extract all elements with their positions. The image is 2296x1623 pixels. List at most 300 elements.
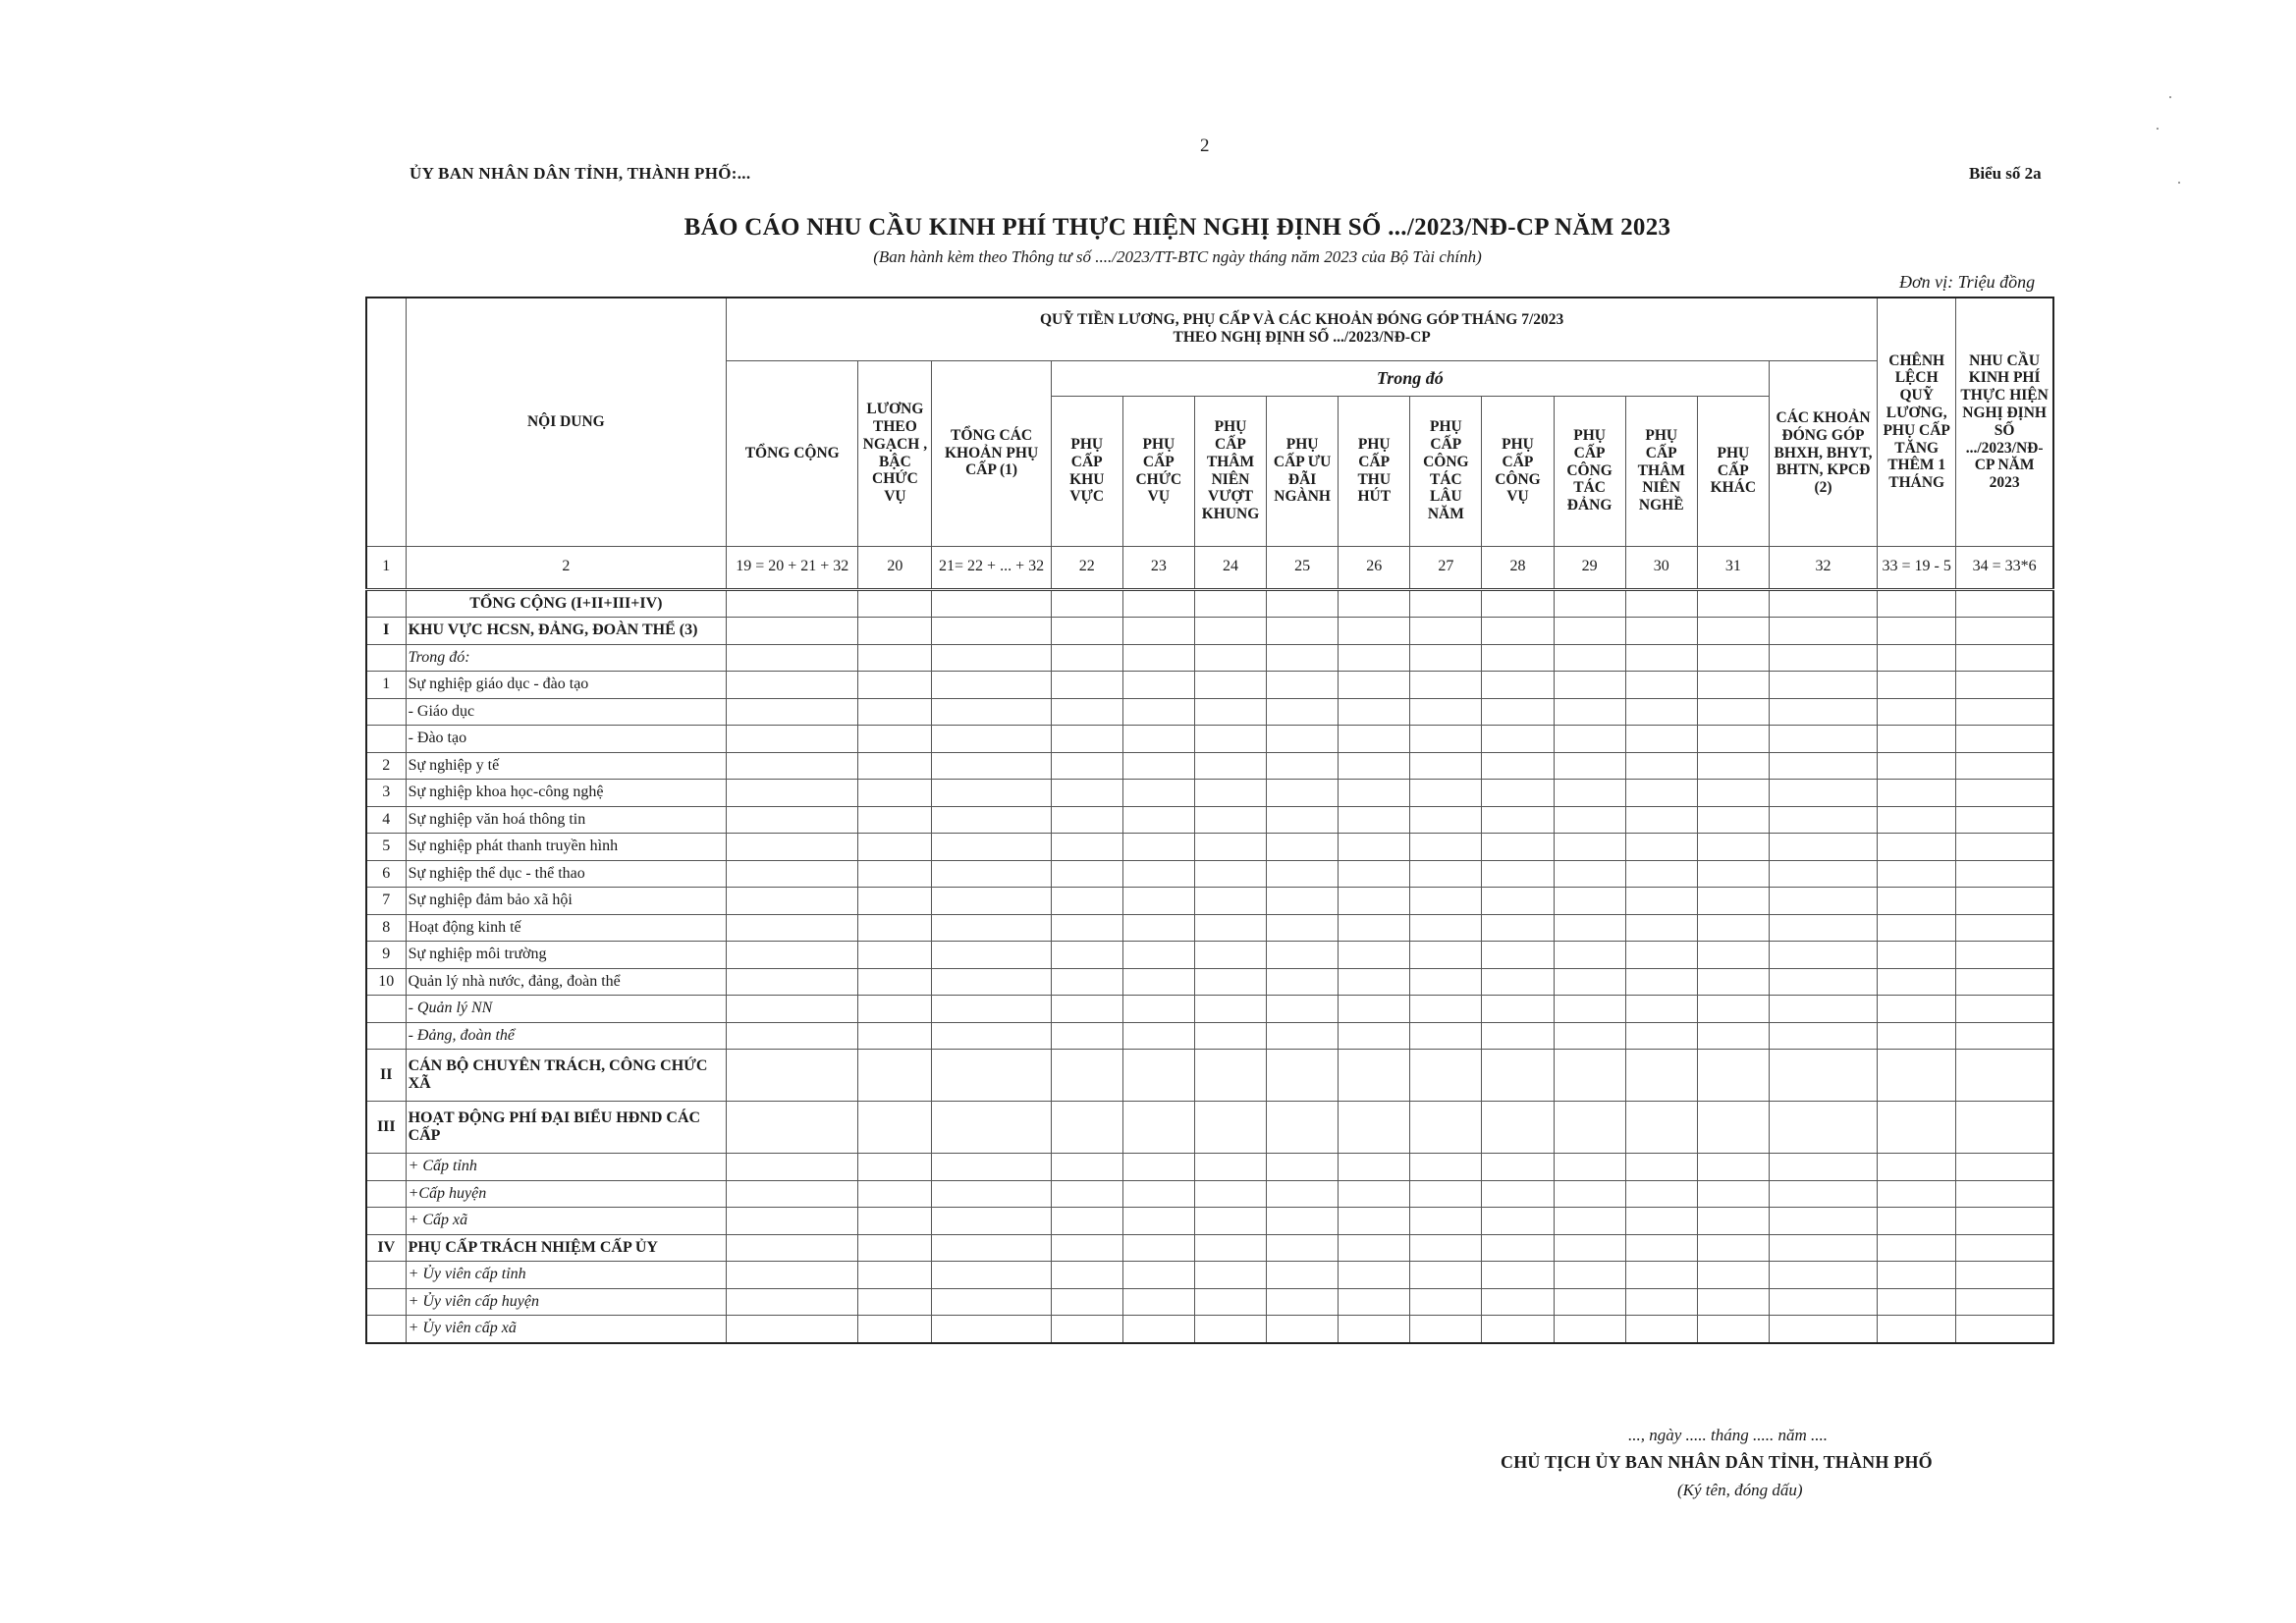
data-cell <box>1194 834 1266 861</box>
column-number: 24 <box>1194 546 1266 589</box>
data-cell <box>1194 914 1266 942</box>
data-cell <box>1339 1208 1410 1235</box>
data-cell <box>1194 1288 1266 1316</box>
data-cell <box>1482 1262 1554 1289</box>
column-number: 19 = 20 + 21 + 32 <box>727 546 858 589</box>
data-cell <box>1554 942 1625 969</box>
table-row <box>366 860 2053 888</box>
data-cell <box>727 834 858 861</box>
data-cell <box>1339 834 1410 861</box>
data-cell <box>858 888 932 915</box>
data-cell <box>1625 968 1697 996</box>
row-label: +Cấp huyện <box>406 1180 727 1208</box>
data-cell <box>1482 942 1554 969</box>
data-cell <box>1878 1180 1956 1208</box>
data-cell <box>1339 942 1410 969</box>
row-label: HOẠT ĐỘNG PHÍ ĐẠI BIỂU HĐND CÁC CẤP <box>406 1102 727 1154</box>
data-cell <box>727 996 858 1023</box>
data-cell <box>858 780 932 807</box>
data-cell <box>1194 780 1266 807</box>
data-cell <box>1697 1180 1769 1208</box>
row-label: Sự nghiệp y tế <box>406 752 727 780</box>
table-row <box>366 698 2053 726</box>
data-cell <box>858 860 932 888</box>
row-label: CÁN BỘ CHUYÊN TRÁCH, CÔNG CHỨC XÃ <box>406 1050 727 1102</box>
data-cell <box>1051 996 1122 1023</box>
data-cell <box>1769 1262 1877 1289</box>
data-cell <box>1769 672 1877 699</box>
data-cell <box>1554 968 1625 996</box>
table-row <box>366 1208 2053 1235</box>
data-cell <box>1878 1316 1956 1343</box>
data-cell <box>1194 1050 1266 1102</box>
data-cell <box>1194 726 1266 753</box>
data-cell <box>1410 780 1482 807</box>
report-title: BÁO CÁO NHU CẦU KINH PHÍ THỰC HIỆN NGHỊ ĐỊNH SỐ .../2023/NĐ-CP NĂM 2023 <box>683 214 1671 241</box>
data-cell <box>1339 780 1410 807</box>
signature-title: CHỦ TỊCH ỦY BAN NHÂN DÂN TỈNH, THÀNH PHỐ <box>1501 1452 1933 1472</box>
data-cell <box>1122 860 1194 888</box>
data-cell <box>1878 996 1956 1023</box>
data-cell <box>1878 888 1956 915</box>
page-number: 2 <box>1200 135 1210 156</box>
data-cell <box>1769 968 1877 996</box>
data-cell <box>1267 968 1339 996</box>
data-cell <box>1697 806 1769 834</box>
data-cell <box>1482 1288 1554 1316</box>
data-cell <box>727 752 858 780</box>
row-label: - Giáo dục <box>406 698 727 726</box>
column-number: 30 <box>1625 546 1697 589</box>
data-cell <box>1697 780 1769 807</box>
data-cell <box>1482 1050 1554 1102</box>
data-cell <box>858 752 932 780</box>
row-index <box>366 589 406 618</box>
data-cell <box>1878 1050 1956 1102</box>
data-cell <box>1194 644 1266 672</box>
row-label: PHỤ CẤP TRÁCH NHIỆM CẤP ỦY <box>406 1234 727 1262</box>
row-index: IV <box>366 1234 406 1262</box>
header-allowance: PHỤ CẤP CÔNG TÁC ĐẢNG <box>1554 396 1625 546</box>
data-cell <box>727 1234 858 1262</box>
data-cell <box>1194 589 1266 618</box>
data-cell <box>1410 1050 1482 1102</box>
data-cell <box>858 942 932 969</box>
data-cell <box>1339 888 1410 915</box>
data-cell <box>1122 834 1194 861</box>
data-cell <box>1769 996 1877 1023</box>
data-cell <box>1769 888 1877 915</box>
data-cell <box>1267 1102 1339 1154</box>
data-cell <box>1194 672 1266 699</box>
data-cell <box>727 1288 858 1316</box>
row-index <box>366 1288 406 1316</box>
column-number: 32 <box>1769 546 1877 589</box>
data-cell <box>932 1050 1051 1102</box>
data-cell <box>1554 644 1625 672</box>
header-index-cell <box>366 298 406 546</box>
data-cell <box>1267 860 1339 888</box>
data-cell <box>1482 1102 1554 1154</box>
row-index <box>366 1208 406 1235</box>
data-cell <box>727 1262 858 1289</box>
data-cell <box>1625 914 1697 942</box>
data-cell <box>1878 914 1956 942</box>
row-index <box>366 698 406 726</box>
data-cell <box>1339 644 1410 672</box>
data-cell <box>1878 1288 1956 1316</box>
data-cell <box>1410 1180 1482 1208</box>
data-cell <box>1339 589 1410 618</box>
header-tong-phu-cap: TỔNG CÁC KHOẢN PHỤ CẤP (1) <box>932 360 1051 546</box>
data-cell <box>727 1154 858 1181</box>
data-cell <box>1878 726 1956 753</box>
table-row <box>366 1288 2053 1316</box>
data-cell <box>1956 698 2053 726</box>
data-cell <box>1878 1208 1956 1235</box>
data-cell <box>1267 1234 1339 1262</box>
data-cell <box>1122 914 1194 942</box>
data-cell <box>1051 1022 1122 1050</box>
data-cell <box>1769 644 1877 672</box>
data-cell <box>1769 1154 1877 1181</box>
data-cell <box>1482 834 1554 861</box>
data-cell <box>1769 618 1877 645</box>
row-index: 5 <box>366 834 406 861</box>
data-cell <box>1051 1316 1122 1343</box>
data-cell <box>858 698 932 726</box>
header-allowance: PHỤ CẤP ƯU ĐÃI NGÀNH <box>1267 396 1339 546</box>
data-cell <box>727 618 858 645</box>
column-number: 25 <box>1267 546 1339 589</box>
data-cell <box>1554 914 1625 942</box>
data-cell <box>1878 1154 1956 1181</box>
data-cell <box>1267 942 1339 969</box>
column-number-row <box>366 546 2053 589</box>
data-cell <box>1122 1154 1194 1181</box>
row-index <box>366 996 406 1023</box>
row-label: TỔNG CỘNG (I+II+III+IV) <box>406 589 727 618</box>
row-index <box>366 1180 406 1208</box>
data-cell <box>858 914 932 942</box>
data-cell <box>932 942 1051 969</box>
data-cell <box>858 672 932 699</box>
data-cell <box>858 644 932 672</box>
data-cell <box>1482 968 1554 996</box>
data-cell <box>1482 1180 1554 1208</box>
data-cell <box>1554 888 1625 915</box>
data-cell <box>1122 780 1194 807</box>
data-cell <box>1482 1208 1554 1235</box>
data-cell <box>858 726 932 753</box>
data-cell <box>1051 644 1122 672</box>
data-cell <box>1122 1180 1194 1208</box>
data-cell <box>1194 996 1266 1023</box>
data-cell <box>1410 698 1482 726</box>
data-cell <box>1051 806 1122 834</box>
table-row <box>366 1102 2053 1154</box>
data-cell <box>1697 1234 1769 1262</box>
data-cell <box>1878 780 1956 807</box>
data-cell <box>1697 914 1769 942</box>
data-cell <box>1956 780 2053 807</box>
data-cell <box>1267 1154 1339 1181</box>
scan-speck <box>2157 128 2159 130</box>
row-index <box>366 1262 406 1289</box>
row-index: 9 <box>366 942 406 969</box>
data-cell <box>1697 752 1769 780</box>
data-cell <box>1625 618 1697 645</box>
data-cell <box>1267 1022 1339 1050</box>
data-cell <box>1878 618 1956 645</box>
column-number: 21= 22 + ... + 32 <box>932 546 1051 589</box>
data-cell <box>1878 860 1956 888</box>
data-cell <box>727 644 858 672</box>
data-cell <box>727 1050 858 1102</box>
data-cell <box>1625 1288 1697 1316</box>
data-cell <box>1625 698 1697 726</box>
data-cell <box>727 806 858 834</box>
table-row <box>366 752 2053 780</box>
data-cell <box>932 780 1051 807</box>
header-chenh-lech: CHÊNH LỆCH QUỸ LƯƠNG, PHỤ CẤP TĂNG THÊM 1 THÁNG <box>1878 298 1956 546</box>
data-cell <box>1697 968 1769 996</box>
data-cell <box>1267 1288 1339 1316</box>
table-row <box>366 1234 2053 1262</box>
row-index: 6 <box>366 860 406 888</box>
data-cell <box>858 834 932 861</box>
data-cell <box>1878 1102 1956 1154</box>
table-row <box>366 1050 2053 1102</box>
data-cell <box>858 1316 932 1343</box>
data-cell <box>1122 644 1194 672</box>
data-cell <box>1051 1262 1122 1289</box>
data-cell <box>1625 806 1697 834</box>
data-cell <box>1625 942 1697 969</box>
data-cell <box>1194 1208 1266 1235</box>
header-group-line1: QUỸ TIỀN LƯƠNG, PHỤ CẤP VÀ CÁC KHOẢN ĐÓNG GÓP THÁNG 7/2023 <box>1039 311 1564 329</box>
data-cell <box>1122 1102 1194 1154</box>
form-code: Biểu số 2a <box>1969 164 2042 183</box>
header-luong: LƯƠNG THEO NGẠCH , BẬC CHỨC VỤ <box>858 360 932 546</box>
data-cell <box>1878 1262 1956 1289</box>
data-cell <box>932 1022 1051 1050</box>
data-cell <box>1482 1316 1554 1343</box>
data-cell <box>1267 806 1339 834</box>
data-cell <box>1122 1022 1194 1050</box>
data-cell <box>1267 1050 1339 1102</box>
row-index: III <box>366 1102 406 1154</box>
data-cell <box>1554 1316 1625 1343</box>
data-cell <box>932 1262 1051 1289</box>
data-cell <box>1051 1050 1122 1102</box>
data-cell <box>1410 1288 1482 1316</box>
data-cell <box>1769 806 1877 834</box>
data-cell <box>858 1022 932 1050</box>
row-index <box>366 1316 406 1343</box>
report-subtitle: (Ban hành kèm theo Thông tư số ..../2023/TT-BTC ngày tháng năm 2023 của Bộ Tài chính) <box>873 247 1482 266</box>
data-cell <box>1956 860 2053 888</box>
data-cell <box>1122 618 1194 645</box>
data-cell <box>1554 726 1625 753</box>
data-cell <box>1554 698 1625 726</box>
data-cell <box>932 644 1051 672</box>
data-cell <box>1267 1180 1339 1208</box>
data-cell <box>858 1102 932 1154</box>
data-cell <box>1194 1102 1266 1154</box>
row-label: Sự nghiệp khoa học-công nghệ <box>406 780 727 807</box>
data-cell <box>1194 860 1266 888</box>
data-cell <box>1410 726 1482 753</box>
data-cell <box>1194 1022 1266 1050</box>
data-cell <box>1051 726 1122 753</box>
data-cell <box>1122 1316 1194 1343</box>
data-cell <box>1339 996 1410 1023</box>
data-cell <box>1410 806 1482 834</box>
data-cell <box>1410 618 1482 645</box>
data-cell <box>1051 968 1122 996</box>
data-cell <box>1956 1154 2053 1181</box>
data-cell <box>1339 726 1410 753</box>
data-cell <box>1051 780 1122 807</box>
data-cell <box>1410 644 1482 672</box>
data-cell <box>1482 589 1554 618</box>
data-cell <box>1554 1288 1625 1316</box>
data-cell <box>1769 1208 1877 1235</box>
data-cell <box>1410 968 1482 996</box>
data-cell <box>1122 996 1194 1023</box>
data-cell <box>1769 780 1877 807</box>
data-cell <box>1051 672 1122 699</box>
data-cell <box>858 996 932 1023</box>
data-cell <box>1697 698 1769 726</box>
row-index: 1 <box>366 672 406 699</box>
data-cell <box>1625 888 1697 915</box>
row-index <box>366 644 406 672</box>
header-allowance: PHỤ CẤP CÔNG VỤ <box>1482 396 1554 546</box>
table-row <box>366 780 2053 807</box>
data-cell <box>1339 1022 1410 1050</box>
column-number: 34 = 33*6 <box>1956 546 2053 589</box>
data-cell <box>1878 1234 1956 1262</box>
data-cell <box>932 1102 1051 1154</box>
row-index: 2 <box>366 752 406 780</box>
data-cell <box>1956 1050 2053 1102</box>
data-cell <box>1339 968 1410 996</box>
data-cell <box>1194 1154 1266 1181</box>
data-cell <box>1769 752 1877 780</box>
header-allowance: PHỤ CẤP THÂM NIÊN VƯỢT KHUNG <box>1194 396 1266 546</box>
data-cell <box>1410 589 1482 618</box>
data-cell <box>1697 1050 1769 1102</box>
data-cell <box>932 752 1051 780</box>
data-cell <box>1194 1234 1266 1262</box>
data-cell <box>1769 1316 1877 1343</box>
data-cell <box>1769 1288 1877 1316</box>
data-cell <box>1122 1234 1194 1262</box>
header-nhu-cau: NHU CẦU KINH PHÍ THỰC HIỆN NGHỊ ĐỊNH SỐ .../2023/NĐ-CP NĂM 2023 <box>1956 298 2053 546</box>
data-cell <box>1878 806 1956 834</box>
data-cell <box>1697 942 1769 969</box>
data-cell <box>1625 1234 1697 1262</box>
data-cell <box>932 806 1051 834</box>
data-cell <box>1878 942 1956 969</box>
data-cell <box>1554 996 1625 1023</box>
data-cell <box>727 672 858 699</box>
row-label: + Ủy viên cấp tỉnh <box>406 1262 727 1289</box>
table-row <box>366 806 2053 834</box>
data-cell <box>932 1180 1051 1208</box>
data-cell <box>727 888 858 915</box>
data-cell <box>1051 1154 1122 1181</box>
row-label: Quản lý nhà nước, đảng, đoàn thể <box>406 968 727 996</box>
column-number: 2 <box>406 546 727 589</box>
table-row <box>366 914 2053 942</box>
data-cell <box>932 1208 1051 1235</box>
data-cell <box>1410 672 1482 699</box>
data-cell <box>1956 914 2053 942</box>
data-cell <box>1769 589 1877 618</box>
data-cell <box>1625 672 1697 699</box>
data-cell <box>1267 1316 1339 1343</box>
column-number: 31 <box>1697 546 1769 589</box>
column-number: 20 <box>858 546 932 589</box>
data-cell <box>1878 698 1956 726</box>
data-cell <box>1339 618 1410 645</box>
header-allowance: PHỤ CẤP CHỨC VỤ <box>1122 396 1194 546</box>
data-cell <box>1956 1234 2053 1262</box>
data-cell <box>1194 806 1266 834</box>
table-row <box>366 1180 2053 1208</box>
data-cell <box>1410 1154 1482 1181</box>
agency-name: ỦY BAN NHÂN DÂN TỈNH, THÀNH PHỐ:... <box>410 164 751 183</box>
data-cell <box>727 1180 858 1208</box>
data-cell <box>1122 672 1194 699</box>
data-cell <box>1051 698 1122 726</box>
data-cell <box>1625 752 1697 780</box>
data-cell <box>727 726 858 753</box>
data-cell <box>1769 860 1877 888</box>
data-cell <box>1878 644 1956 672</box>
data-cell <box>1956 1180 2053 1208</box>
data-cell <box>1122 752 1194 780</box>
data-cell <box>1554 780 1625 807</box>
data-cell <box>1956 726 2053 753</box>
data-cell <box>1554 1180 1625 1208</box>
data-cell <box>1194 618 1266 645</box>
data-cell <box>932 914 1051 942</box>
data-cell <box>1697 644 1769 672</box>
row-index: II <box>366 1050 406 1102</box>
data-cell <box>1878 672 1956 699</box>
data-cell <box>1482 1234 1554 1262</box>
data-cell <box>1051 589 1122 618</box>
data-cell <box>1122 726 1194 753</box>
data-cell <box>1051 752 1122 780</box>
row-label: + Cấp tỉnh <box>406 1154 727 1181</box>
data-cell <box>1956 806 2053 834</box>
data-cell <box>1122 698 1194 726</box>
table-row <box>366 996 2053 1023</box>
data-cell <box>1769 1234 1877 1262</box>
data-cell <box>1194 1180 1266 1208</box>
data-cell <box>1625 1180 1697 1208</box>
data-cell <box>1769 834 1877 861</box>
data-cell <box>1267 834 1339 861</box>
data-cell <box>1051 888 1122 915</box>
data-cell <box>1697 1288 1769 1316</box>
data-cell <box>1339 806 1410 834</box>
